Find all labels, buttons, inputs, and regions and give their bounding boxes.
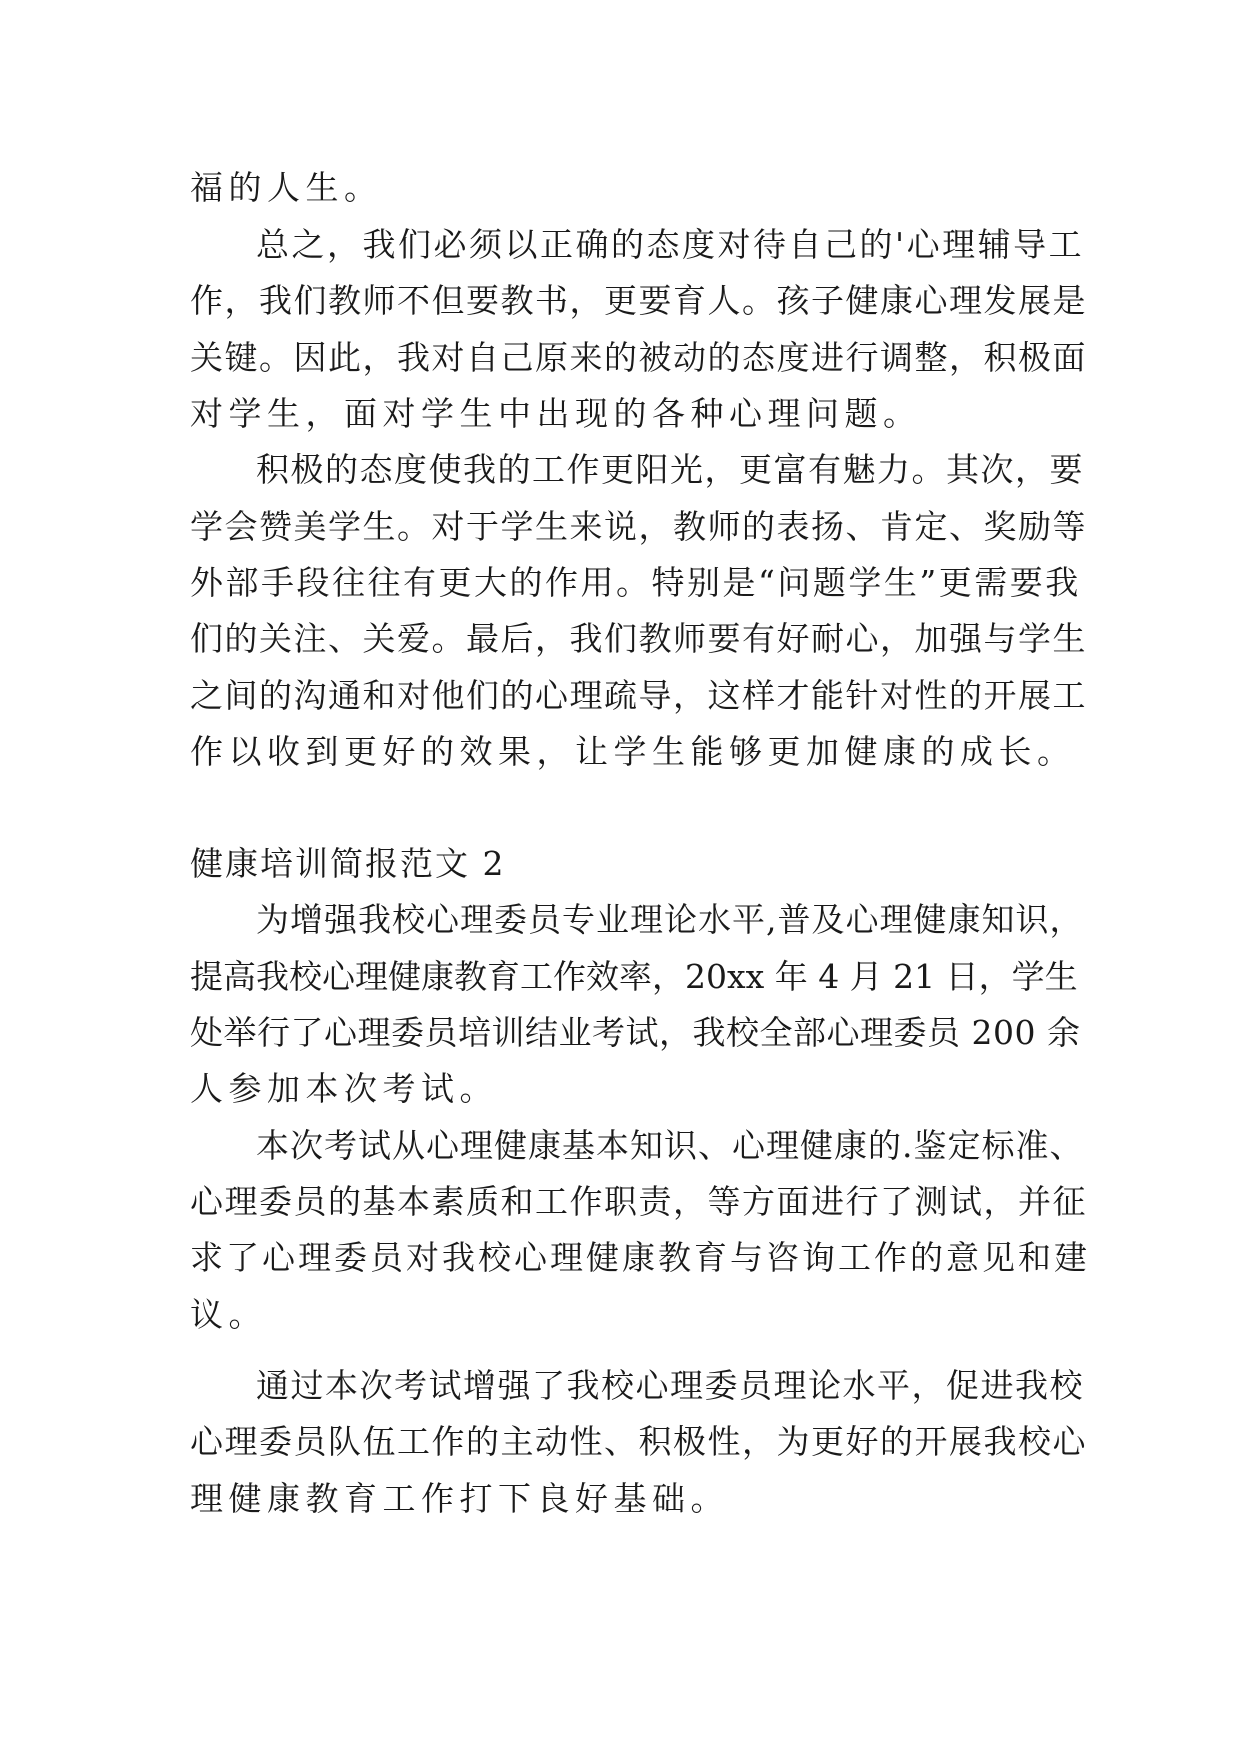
paragraph-text: 通过本次考试增强了我校心理委员理论水平，促进我校 (256, 1366, 1084, 1405)
paragraph-3-line-4 (0, 1059, 1241, 1119)
paragraph-2-line-2 (0, 497, 1241, 557)
paragraph-text: 本次考试从心理健康基本知识、心理健康的.鉴定标准、 (256, 1126, 1084, 1165)
paragraph-text: 理健康教育工作打下良好基础。 (190, 1479, 729, 1518)
paragraph-text: 处举行了心理委员培训结业考试，我校全部心理委员 200 余 (190, 1013, 1081, 1052)
paragraph-text: 之间的沟通和对他们的心理疏导，这样才能针对性的开展工 (190, 676, 1087, 715)
paragraph-text: 心理委员队伍工作的主动性、积极性，为更好的开展我校心 (190, 1422, 1087, 1461)
paragraph-1-line-3 (0, 328, 1241, 388)
paragraph-5-line-1 (0, 1356, 1241, 1416)
paragraph-2-line-1 (0, 440, 1241, 500)
paragraph-4-line-1 (0, 1116, 1241, 1176)
paragraph-5-line-2 (0, 1412, 1241, 1472)
paragraph-text: 总之，我们必须以正确的态度对待自己的'心理辅导工 (256, 225, 1085, 264)
paragraph-text: 作，我们教师不但要教书，更要育人。孩子健康心理发展是 (190, 281, 1087, 320)
section-title-line (0, 834, 1241, 894)
section-title: 健康培训简报范文 2 (190, 844, 506, 883)
paragraph-text: 心理委员的基本素质和工作职责，等方面进行了测试，并征 (190, 1182, 1087, 1221)
paragraph-3-line-3 (0, 1003, 1241, 1063)
paragraph-5-line-3 (0, 1469, 1241, 1529)
paragraph-4-line-3 (0, 1228, 1241, 1288)
paragraph-2-line-6 (0, 722, 1241, 782)
paragraph-text: 积极的态度使我的工作更阳光，更富有魅力。其次，要 (256, 450, 1084, 489)
paragraph-text: 们的关注、关爱。最后，我们教师要有好耐心，加强与学生 (190, 619, 1087, 658)
paragraph-2-line-5 (0, 666, 1241, 726)
paragraph-text: 议。 (190, 1295, 267, 1334)
paragraph-text: 求了心理委员对我校心理健康教育与咨询工作的意见和建 (190, 1238, 1090, 1277)
paragraph-text: 人参加本次考试。 (190, 1069, 498, 1108)
paragraph-text: 作以收到更好的效果，让学生能够更加健康的成长。 (190, 732, 1076, 771)
continuation-line (0, 158, 1241, 218)
paragraph-text: 为增强我校心理委员专业理论水平,普及心理健康知识， (256, 900, 1084, 939)
paragraph-4-line-2 (0, 1172, 1241, 1232)
paragraph-3-line-2 (0, 947, 1241, 1007)
paragraph-2-line-4 (0, 609, 1241, 669)
paragraph-2-line-3 (0, 553, 1241, 613)
paragraph-1-line-2 (0, 271, 1241, 331)
paragraph-3-line-1 (0, 890, 1241, 950)
paragraph-text: 学会赞美学生。对于学生来说，教师的表扬、肯定、奖励等 (190, 507, 1087, 546)
paragraph-text: 提高我校心理健康教育工作效率，20xx 年 4 月 21 日，学生 (190, 957, 1078, 996)
paragraph-1-line-1 (0, 215, 1241, 275)
paragraph-text: 外部手段往往有更大的作用。特别是“问题学生”更需要我 (190, 563, 1081, 602)
paragraph-4-line-4 (0, 1285, 1241, 1345)
paragraph-text: 关键。因此，我对自己原来的被动的态度进行调整，积极面 (190, 338, 1087, 377)
continuation-text: 福的人生。 (190, 168, 383, 207)
paragraph-1-line-4 (0, 384, 1241, 444)
paragraph-text: 对学生，面对学生中出现的各种心理问题。 (190, 394, 922, 433)
